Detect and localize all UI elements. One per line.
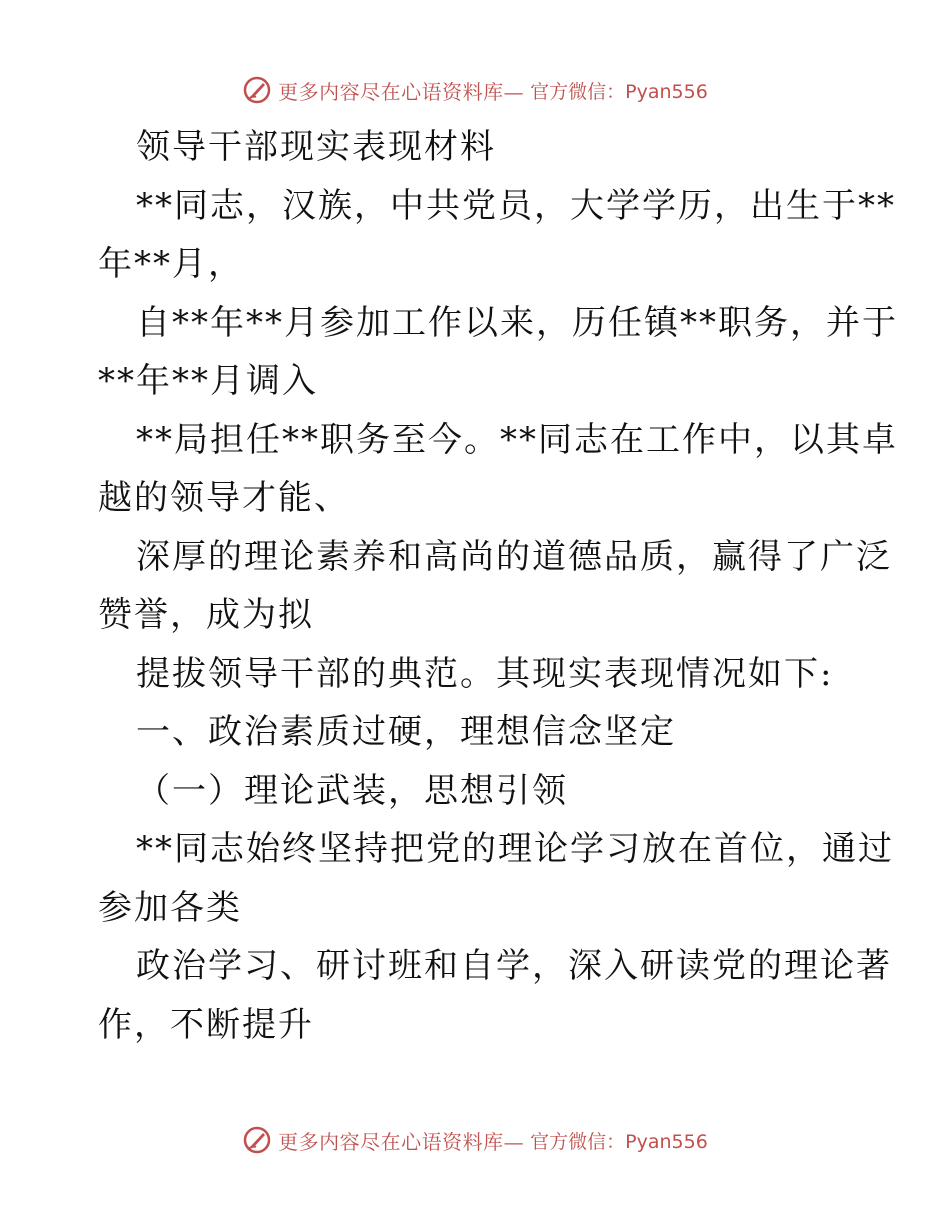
section-heading: 一、政治素质过硬，理想信念坚定 [136,712,676,752]
paragraph-line: **同志始终坚持把党的理论学习放在首位，通过 [136,829,894,869]
footer-banner [0,1120,950,1160]
banner-wechat: 官方微信：Pyan556 [530,1130,708,1153]
paragraph-line: 参加各类 [98,887,242,928]
paragraph-line: **局担任**职务至今。**同志在工作中，以其卓 [136,419,898,460]
paragraph-line: 深厚的理论素养和高尚的道德品质，赢得了广泛 [136,536,892,577]
paragraph-line: 提拔领导干部的典范。其现实表现情况如下: [136,653,834,694]
paragraph-line: 越的领导才能、 [98,478,350,518]
paragraph-line: **同志，汉族，中共党员，大学学历，出生于** [136,185,896,226]
paragraph-line: 自**年**月参加工作以来，历任镇**职务，并于 [136,302,898,343]
paragraph-line: 赞誉，成为拟 [98,595,314,635]
paragraph-line: 年**月， [98,244,244,284]
subsection-heading: （一）理论武装，思想引领 [136,770,568,811]
banner-text: 更多内容尽在心语资料库— [278,1129,525,1154]
header-banner [0,70,950,110]
banner-text: 更多内容尽在心语资料库— [278,79,525,104]
pen-logo-icon [242,1125,272,1155]
banner-wechat: 官方微信：Pyan556 [530,80,708,103]
paragraph-line: **年**月调入 [98,361,318,401]
paragraph-line: 作，不断提升 [98,1004,314,1045]
doc-title: 领导干部现实表现材料 [136,127,496,167]
document-body [98,118,898,1054]
paragraph-line: 政治学习、研讨班和自学，深入研读党的理论著 [136,946,892,986]
pen-logo-icon [242,75,272,105]
